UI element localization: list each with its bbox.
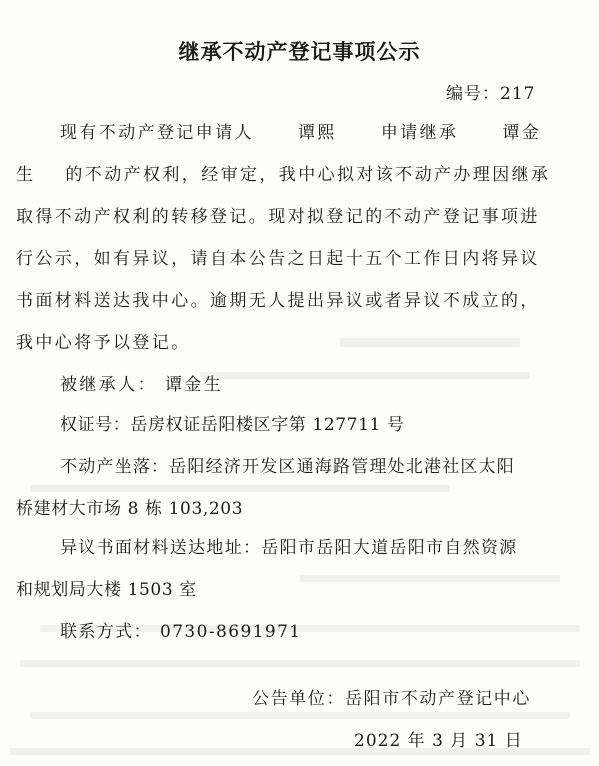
decedent-name-part: 谭金 [502, 123, 542, 143]
location-value: 岳阳经济开发区通海路管理处北港社区太阳 [169, 457, 516, 477]
serial-label: 编号： [446, 84, 500, 104]
decedent-label: 被继承人： [60, 375, 157, 395]
scan-noise [20, 660, 580, 667]
scan-noise [30, 712, 570, 719]
body-text: 申请继承 [380, 123, 459, 143]
body-line-5: 书面材料送达我中心。逾期无人提出异议或者异议不成立的， [16, 291, 540, 311]
scan-noise [340, 338, 520, 347]
applicant-name: 谭熙 [298, 123, 337, 143]
body-line-1 [60, 118, 541, 143]
issuer-line [252, 684, 531, 709]
address-label: 异议书面材料送达地址： [60, 538, 262, 558]
location-field [60, 452, 515, 477]
decedent-name-part: 生 [16, 165, 36, 185]
address-field-cont: 和规划局大楼 1503 室 [16, 580, 197, 600]
serial-number [446, 79, 535, 104]
cert-label: 权证号： [60, 415, 131, 435]
serial-value: 217 [500, 84, 536, 104]
scan-noise [300, 575, 560, 582]
location-label: 不动产坐落： [60, 457, 170, 477]
decedent-value: 谭金生 [165, 375, 224, 395]
body-text: 现有不动产登记申请人 [60, 123, 254, 143]
body-line-2 [16, 160, 550, 185]
contact-field [60, 617, 302, 642]
body-line-3: 取得不动产权利的转移登记。现对拟登记的不动产登记事项进 [16, 207, 540, 227]
issuer-label: 公告单位： [252, 689, 345, 709]
cert-field [60, 410, 405, 435]
scan-noise [200, 372, 530, 379]
issuer-value: 岳阳市不动产登记中心 [345, 689, 531, 709]
notice-date: 2022 年 3 月 31 日 [354, 731, 523, 751]
body-line-4: 行公示，如有异议，请自本公告之日起十五个工作日内将异议 [16, 249, 540, 269]
cert-value: 岳房权证岳阳楼区字第 127711 号 [130, 415, 405, 435]
decedent-field [60, 370, 223, 395]
body-text: 的不动产权利，经审定，我中心拟对该不动产办理因继承 [65, 165, 551, 185]
address-value: 岳阳市岳阳大道岳阳市自然资源 [261, 538, 518, 558]
location-field-cont: 桥建材大市场 8 栋 103,203 [16, 499, 244, 519]
notice-title: 继承不动产登记事项公示 [178, 40, 421, 64]
contact-label: 联系方式： [60, 622, 152, 642]
scan-noise [30, 485, 450, 492]
contact-value: 0730-8691971 [160, 622, 302, 642]
body-line-6: 我中心将予以登记。 [16, 333, 191, 353]
address-field [60, 533, 518, 558]
